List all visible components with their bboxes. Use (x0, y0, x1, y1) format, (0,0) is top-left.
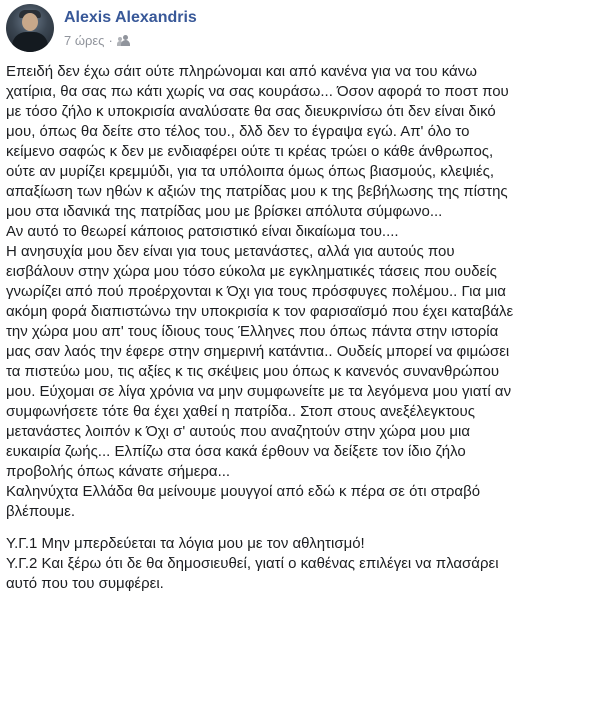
text-line: απαξίωση των ηθών κ αξιών της πατρίδας μου κ της βεβήλωσης της πίστης (6, 183, 508, 200)
post-subline (64, 33, 197, 48)
text-line: Αν αυτό το θεωρεί κάποιος ρατσιστικό είναι δικαίωμα του.... (6, 223, 399, 240)
text-line: μετανάστες λοιπόν κ Όχι σ' αυτούς που αναζητούν στην χώρα μου μια (6, 423, 470, 440)
text-line: Επειδή δεν έχω σάιτ ούτε πληρώνομαι και από κανένα για να του κάνω (6, 63, 477, 80)
text-line: Καληνύχτα Ελλάδα θα μείνουμε μουγγοί από εδώ κ πέρα σε ότι στραβό (6, 483, 481, 500)
text-line: κείμενο σαφώς κ δεν με ενδιαφέρει ούτε τι κρέας τρώει ο κάθε άνθρωπος, (6, 143, 494, 160)
text-line: προβολής όπως κάνατε σήμερα... (6, 463, 231, 480)
text-line: ακόμη φορά διαπιστώνω την υποκρισία κ τον φαρισαϊσμό που έχει καταβάλε (6, 303, 514, 320)
text-line: εισβάλουν στην χώρα μου τόσο εύκολα με εγκληματικές τάσεις που ουδείς (6, 263, 497, 280)
avatar-body (12, 32, 48, 52)
paragraph-gap (6, 522, 600, 534)
text-line: μου. Εύχομαι σε λίγα χρόνια να μην συμφωνείτε με τα λεγόμενα μου γιατί αν (6, 383, 512, 400)
friends-icon[interactable] (117, 35, 130, 46)
text-line: ευκαιρία ζωής... Ελπίζω στα όσα κακά έρθουν να δείξετε τον ίδιο ζήλο (6, 443, 466, 460)
text-line: βλέπουμε. (6, 503, 75, 520)
post-time[interactable]: 7 ώρες (64, 33, 105, 48)
text-line: συμφωνήσετε τότε θα έχει χαθεί η πατρίδα.. Στοπ στους ανεξέλεγκτους (6, 403, 475, 420)
post-meta (64, 4, 197, 48)
post-header (6, 4, 197, 56)
text-line: μας σαν λαός την έφερε στην σημερινή κατάντια.. Ουδείς μπορεί να φιμώσει (6, 343, 510, 360)
author-name[interactable]: Alexis Alexandris (64, 9, 197, 26)
text-line: μου στα ιδανικά της πατρίδας μου με βρίσκει απόλυτα σύμφωνο... (6, 203, 443, 220)
text-line: την χώρα μου απ' τους ίδιους τους Έλληνες που όπως πάντα στην ιστορία (6, 323, 499, 340)
post-text (6, 62, 600, 594)
text-line: χατίρια, θα σας πω κάτι χωρίς να σας κουράσω... Όσον αφορά το ποστ που (6, 83, 509, 100)
text-line: γνωρίζει από πού προέρχονται κ Όχι για τους πρόσφυγες πολέμου.. Για μια (6, 283, 506, 300)
text-line: με τόσο ζήλο κ υποκρισία αναλύσατε θα σας διευκρινίσω ότι δεν είναι δικό (6, 103, 496, 120)
text-line: Η ανησυχία μου δεν είναι για τους μετανάστες, αλλά για αυτούς που (6, 243, 455, 260)
ps-line: αυτό που του συμφέρει. (6, 575, 164, 592)
ps-line: Υ.Γ.1 Μην μπερδεύεται τα λόγια μου με τον αθλητισμό! (6, 535, 365, 552)
avatar-head (22, 13, 38, 31)
avatar[interactable] (6, 4, 54, 52)
text-line: μου, όπως θα δείτε στο τέλος του., δλδ δεν το έγραψα εγώ. Απ' όλο το (6, 123, 470, 140)
ps-line: Υ.Γ.2 Και ξέρω ότι δε θα δημοσιευθεί, γιατί ο καθένας επιλέγει να πλασάρει (6, 555, 499, 572)
separator-dot: · (108, 33, 113, 48)
text-line: ούτε αν μυρίζει κρεμμύδι, για τα υπόλοιπα όμως όπως βιασμούς, κλεψιές, (6, 163, 495, 180)
text-line: τα πιστεύω μου, τις αξίες κ τις σκέψεις μου όπως κ κανενός συνανθρώπου (6, 363, 500, 380)
